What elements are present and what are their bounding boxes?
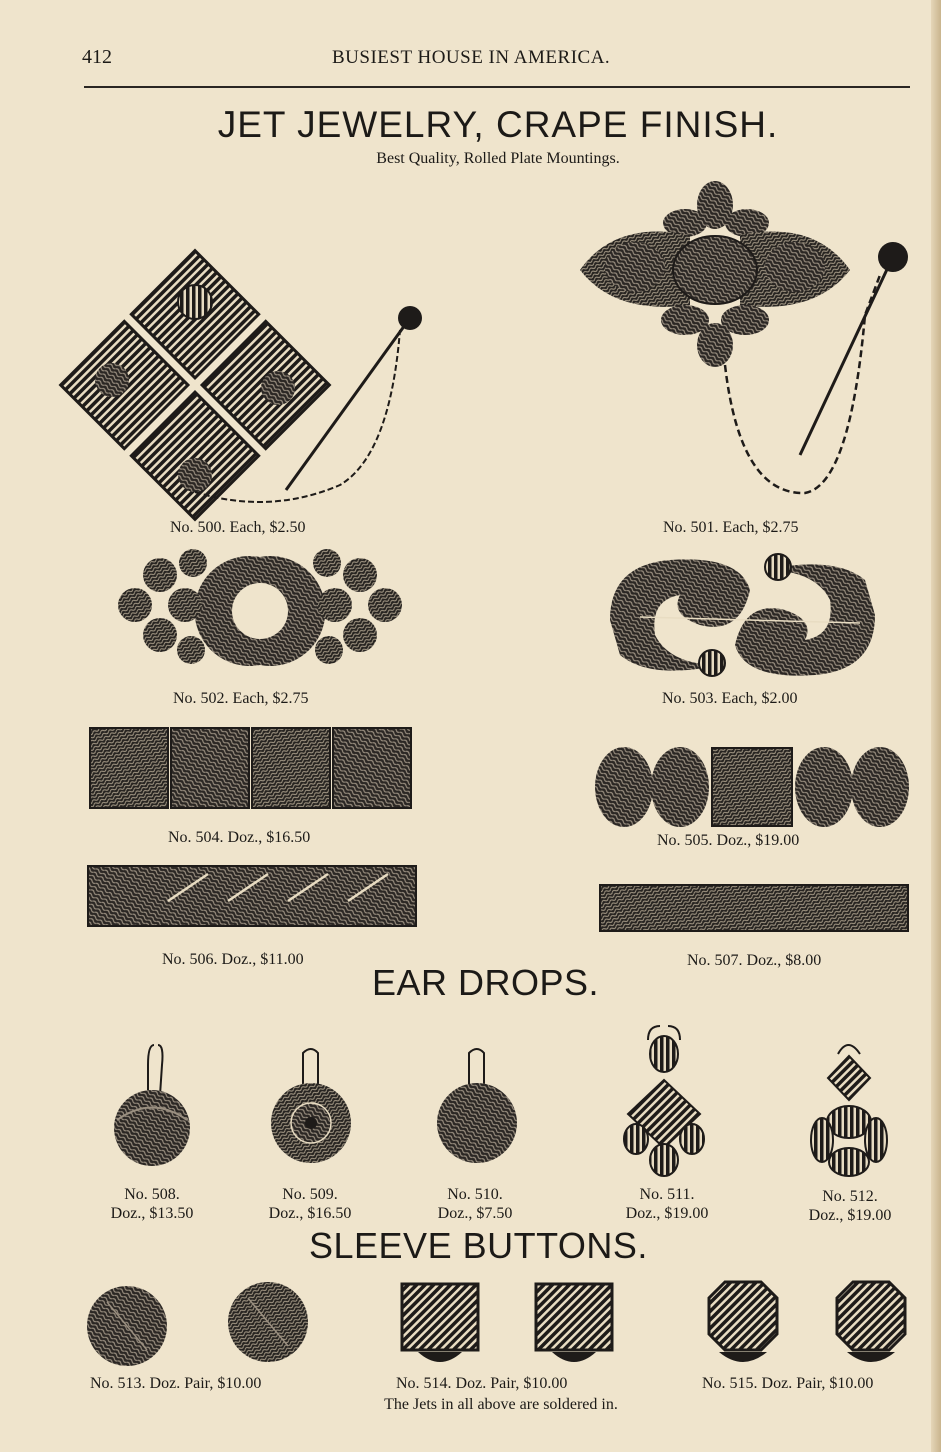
caption-502: No. 502. Each, $2.75 [173,690,309,707]
ear-drop-510-image [434,1045,520,1170]
caption-507: No. 507. Doz., $8.00 [687,952,822,969]
ear-drop-510-price: Doz., $7.50 [437,1205,513,1222]
section-title-ear-drops: EAR DROPS. [372,962,600,1003]
ear-drop-508-price: Doz., $13.50 [110,1205,194,1222]
ear-drop-511-price: Doz., $19.00 [625,1205,709,1222]
page-edge [931,0,941,1452]
ear-drop-508-image [112,1040,192,1170]
running-title: BUSIEST HOUSE IN AMERICA. [332,47,611,68]
ear-drop-512-number: No. 512. [822,1188,878,1205]
brooch-503-image [600,545,885,685]
ear-drop-509-price: Doz., $16.50 [268,1205,352,1222]
section-title-sleeve-buttons: SLEEVE BUTTONS. [309,1225,648,1266]
brooch-500-image [90,280,430,515]
ear-drop-510-number: No. 510. [447,1186,503,1203]
ear-drop-509-number: No. 509. [282,1186,338,1203]
caption-513: No. 513. Doz. Pair, $10.00 [90,1375,262,1392]
sleeve-button-514-image [400,1282,615,1370]
caption-515: No. 515. Doz. Pair, $10.00 [702,1375,874,1392]
ear-drop-508-number: No. 508. [124,1186,180,1203]
sleeve-button-515-image [705,1280,910,1370]
brooch-502-image [115,545,405,670]
caption-500: No. 500. Each, $2.50 [170,519,306,536]
caption-503: No. 503. Each, $2.00 [662,690,798,707]
bar-507-image [600,885,910,933]
page-number: 412 [82,46,112,68]
ear-drop-511-number: No. 511. [639,1186,695,1203]
page-title: JET JEWELRY, CRAPE FINISH. [217,104,779,145]
bar-506-image [88,866,418,928]
caption-501: No. 501. Each, $2.75 [663,519,799,536]
ear-drop-512-price: Doz., $19.00 [808,1207,892,1224]
bar-504-image [90,728,412,810]
footer-note: The Jets in all above are soldered in. [384,1396,618,1413]
ear-drop-512-image [808,1036,890,1182]
caption-505: No. 505. Doz., $19.00 [657,832,800,849]
caption-504: No. 504. Doz., $16.50 [168,829,311,846]
caption-506: No. 506. Doz., $11.00 [162,951,304,968]
ear-drop-509-image [268,1045,354,1170]
bar-505-image [594,745,912,830]
brooch-501-image [575,175,915,510]
ear-drop-511-image [618,1022,713,1182]
caption-514: No. 514. Doz. Pair, $10.00 [396,1375,568,1392]
header-rule [84,86,910,88]
page-subtitle: Best Quality, Rolled Plate Mountings. [376,150,620,167]
sleeve-button-513-image [85,1282,315,1370]
